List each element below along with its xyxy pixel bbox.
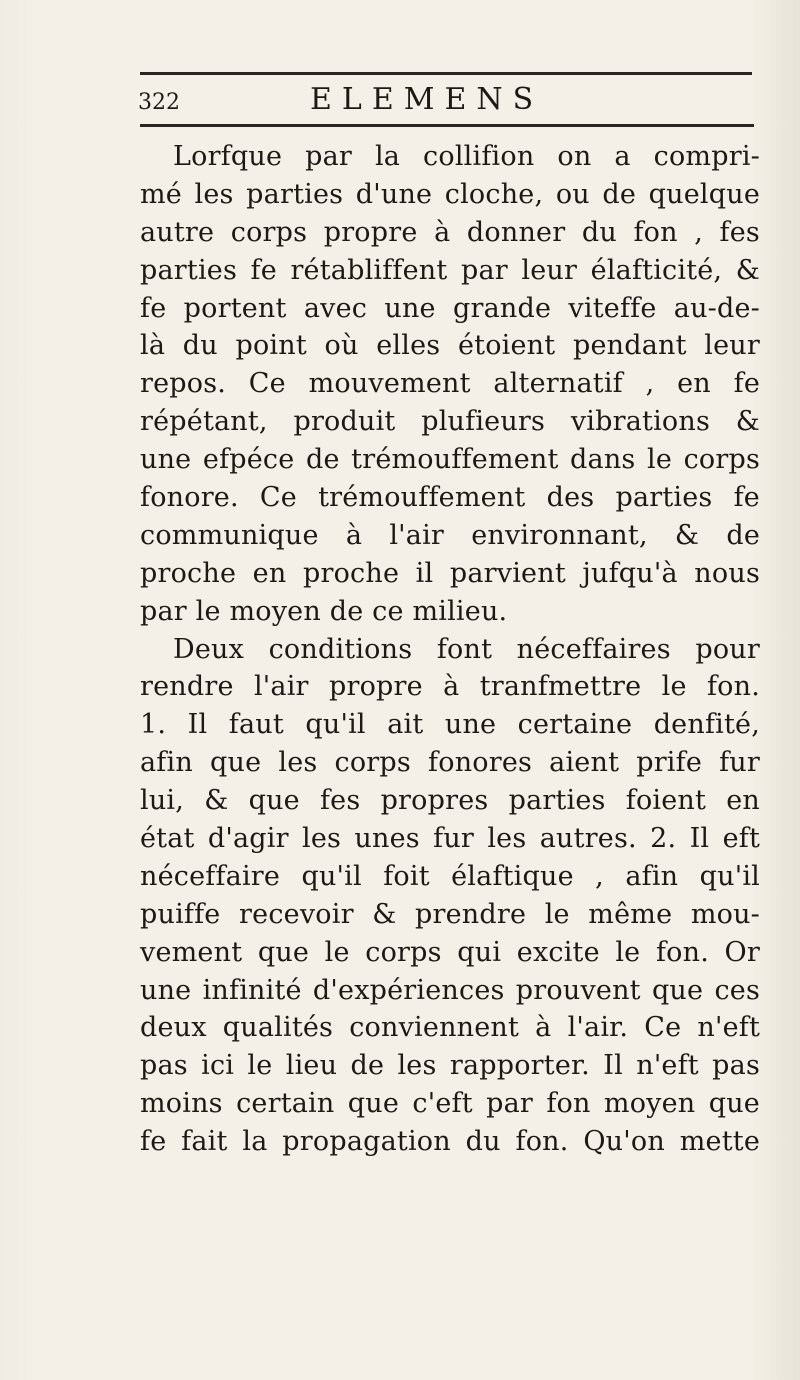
text-line: pas ici le lieu de les rapporter. Il n'eft pas bbox=[140, 1050, 760, 1082]
text-line: Deux conditions font néceffaires pour bbox=[173, 633, 760, 665]
text-line: moins certain que c'eft par fon moyen que bbox=[140, 1088, 760, 1120]
text-line: répétant, produit plufieurs vibrations & bbox=[140, 406, 760, 438]
page-header bbox=[138, 78, 758, 122]
text-line: puiffe recevoir & prendre le même mou- bbox=[140, 898, 760, 930]
text-line: Lorfque par la collifion on a compri- bbox=[173, 141, 760, 172]
page-number: 322 bbox=[138, 90, 180, 115]
text-line: vement que le corps qui excite le fon. Or bbox=[140, 936, 760, 968]
text-line: néceffaire qu'il foit élaftique , afin qu'il bbox=[140, 860, 760, 892]
text-line: mé les parties d'une cloche, ou de quelque bbox=[140, 178, 760, 210]
text-line: par le moyen de ce milieu. bbox=[140, 595, 508, 627]
text-line: fe portent avec une grande viteffe au-de- bbox=[140, 292, 760, 324]
text-line: fonore. Ce trémouffement des parties fe bbox=[140, 482, 760, 514]
header-top-rule bbox=[140, 72, 752, 75]
running-head: ELEMENS bbox=[310, 82, 544, 117]
text-line: autre corps propre à donner du fon , fes bbox=[140, 216, 760, 248]
text-line: état d'agir les unes fur les autres. 2. Il eft bbox=[140, 823, 760, 855]
text-line: communique à l'air environnant, & de bbox=[140, 519, 760, 551]
text-line: fe fait la propagation du fon. Qu'on mette bbox=[140, 1126, 760, 1158]
text-line: là du point où elles étoient pendant leur bbox=[140, 330, 760, 362]
text-line: une infinité d'expériences prouvent que ces bbox=[140, 974, 760, 1006]
text-line: rendre l'air propre à tranfmettre le fon. bbox=[140, 671, 760, 703]
text-line: afin que les corps fonores aient prife fur bbox=[140, 747, 760, 779]
text-line: deux qualités conviennent à l'air. Ce n'eft bbox=[140, 1012, 760, 1044]
text-line: une efpéce de trémouffement dans le corps bbox=[140, 444, 760, 476]
text-line: lui, & que fes propres parties foient en bbox=[140, 785, 760, 817]
text-line: parties fe rétabliffent par leur élafticité, & bbox=[140, 254, 760, 286]
text-line: repos. Ce mouvement alternatif , en fe bbox=[140, 368, 760, 400]
body-text bbox=[140, 138, 760, 1161]
text-line: 1. Il faut qu'il ait une certaine denfité, bbox=[140, 709, 760, 741]
text-line: proche en proche il parvient jufqu'à nous bbox=[140, 557, 760, 589]
header-bottom-rule bbox=[140, 124, 754, 127]
